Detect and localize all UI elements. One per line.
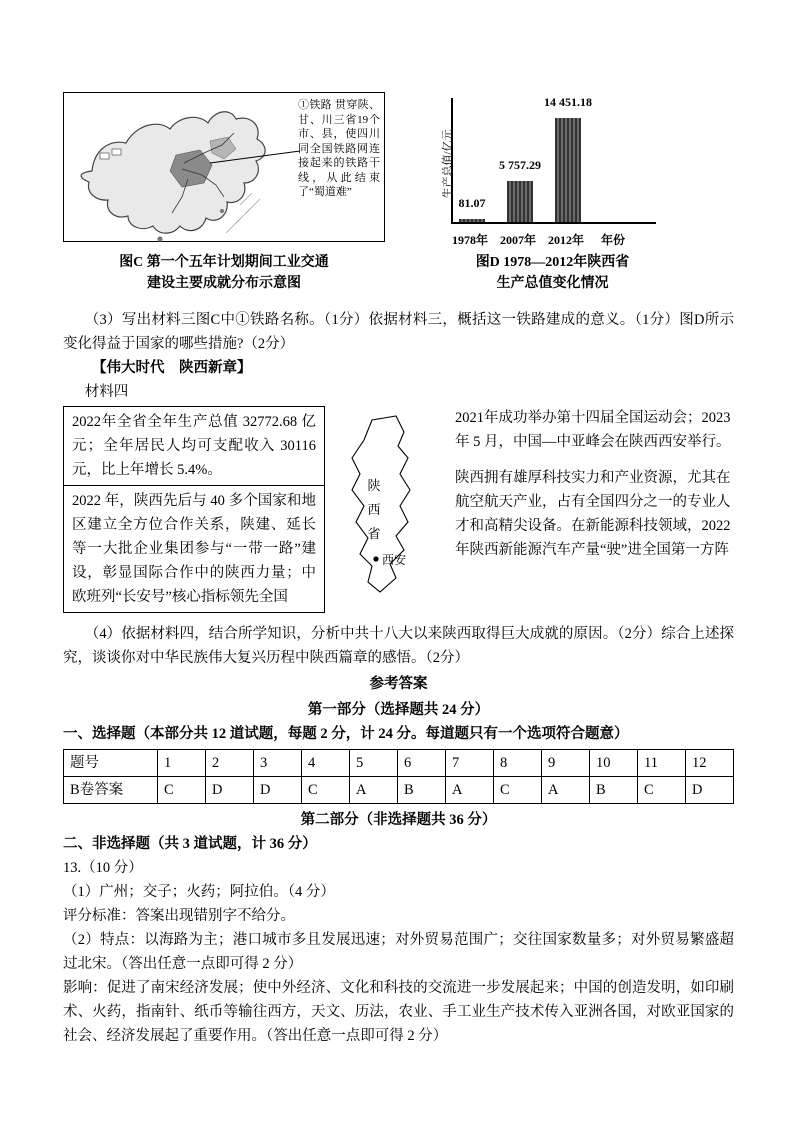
- island-dot: [220, 209, 224, 213]
- answer-table-label: B卷答案: [64, 777, 158, 804]
- material-4: [63, 406, 734, 618]
- question-number-cell: 7: [446, 750, 494, 777]
- question-number-cell: 9: [542, 750, 590, 777]
- question-number-cell: 8: [494, 750, 542, 777]
- answer-cell: C: [158, 777, 206, 804]
- question-13-answer-2-features: （2）特点：以海路为主；港口城市多且发展迅速；对外贸易范围广；交往国家数量多；对外贸易繁盛超过北宋。（答出任意一点即可得 2 分）: [63, 932, 734, 972]
- answer-cell: C: [638, 777, 686, 804]
- question-4: （4）依据材料四，结合所学知识，分析中共十八大以来陕西取得巨大成就的原因。（2分）综合上述探究，谈谈你对中华民族伟大复兴历程中陕西篇章的感悟。（2分）: [63, 626, 734, 666]
- x-tick-2012: 2012年: [547, 233, 585, 247]
- answer-table-label: 题号: [64, 750, 158, 777]
- part2-header: 第二部分（非选择题共 36 分）: [300, 812, 497, 828]
- material-4-left-bottom: 2022 年，陕西先后与 40 多个国家和地区建立全方位合作关系，陕建、延长等一大批企业集团参与“一带一路”建设，彰显国际合作中的陕西力量；中欧班列“长安号”核心指标领先全国: [63, 485, 325, 613]
- section-header-great-era: 【伟大时代 陕西新章】: [92, 360, 252, 376]
- answer-cell: A: [350, 777, 398, 804]
- answer-table-row-answers: [64, 777, 734, 804]
- island-dot: [157, 236, 162, 241]
- xian-label: 西安: [382, 553, 407, 567]
- part1-header: 第一部分（选择题共 24 分）: [307, 702, 490, 718]
- answer-cell: C: [494, 777, 542, 804]
- question-number-cell: 11: [638, 750, 686, 777]
- answer-table-row-numbers: [64, 750, 734, 777]
- figure-c-annotation: ①铁路 贯穿陕、甘、川三省19个市、县，使四川同全国铁路网连接起来的铁路干线，从此结束了“蜀道难”: [298, 99, 380, 198]
- x-tick-1978: 1978年: [451, 233, 489, 247]
- figure-c: [63, 92, 393, 294]
- figure-d-caption-line2: 生产总值变化情况: [496, 276, 609, 291]
- material-4-left-column: [63, 406, 325, 618]
- question-number-cell: 4: [302, 750, 350, 777]
- figures-row: [63, 92, 734, 294]
- question-number-cell: 1: [158, 750, 206, 777]
- material-4-left-top: 2022年全省全年生产总值 32772.68 亿元；全年居民人均可支配收入 30116 元，比上年增长 5.4%。: [63, 406, 325, 486]
- shaanxi-map: [325, 406, 451, 618]
- answer-cell: D: [206, 777, 254, 804]
- shaanxi-label-char-1: 陕: [367, 478, 381, 493]
- chart-x-axis-title: 年份: [600, 233, 626, 247]
- answer-cell: B: [398, 777, 446, 804]
- shaanxi-label-char-3: 省: [367, 526, 381, 541]
- question-number-cell: 2: [206, 750, 254, 777]
- bar-chart: [421, 96, 691, 248]
- material-4-label: 材料四: [84, 384, 129, 400]
- question-13-answer-2-impact: 影响：促进了南宋经济发展；使中外经济、文化和科技的交流进一步发展起来；中国的创造发明，如印刷术、火药，指南针、纸币等输往西方，天文、历法，农业、手工业生产技术传入亚洲各国，对欧亚国家的社会、经济发展起了重要作用。（答出任意一点即可得 2 分）: [63, 980, 734, 1044]
- question-number-cell: 3: [254, 750, 302, 777]
- answer-cell: B: [590, 777, 638, 804]
- section2-header: 二、非选择题（共 3 道试题，计 36 分）: [63, 836, 317, 852]
- material-4-right-top: 2021年成功举办第十四届全国运动会；2023 年 5 月，中国—中亚峰会在陕西西安举行。: [455, 410, 731, 450]
- bar-value-label-2007: 5 757.29: [499, 158, 541, 172]
- question-number-cell: 5: [350, 750, 398, 777]
- shaanxi-map-svg: [332, 410, 444, 618]
- answer-cell: C: [302, 777, 350, 804]
- figure-c-map-box: [63, 92, 385, 242]
- x-tick-2007: 2007年: [499, 233, 537, 247]
- question-13-answer-1: （1）广州；交子；火药；阿拉伯。（4 分）: [63, 884, 335, 900]
- bar-value-label-1978: 81.07: [458, 196, 486, 210]
- question-3: （3）写出材料三图C中①铁路名称。（1分）依据材料三，概括这一铁路建成的意义。（1分）图D所示变化得益于国家的哪些措施?（2分）: [63, 312, 734, 352]
- shaanxi-label-char-2: 西: [367, 502, 381, 517]
- figure-d-caption-line1: 图D 1978—2012年陕西省: [475, 255, 630, 270]
- answer-cell: D: [686, 777, 734, 804]
- material-4-right-column: [451, 406, 734, 618]
- chart-x-axis-labels: [451, 228, 681, 248]
- mc-section-header: 一、选择题（本部分共 12 道试题，每题 2 分，计 24 分。每道题只有一个选项符合题意）: [63, 726, 629, 742]
- question-number-cell: 12: [686, 750, 734, 777]
- figure-d: [407, 92, 707, 294]
- bar-2007: [507, 181, 533, 222]
- question-13-header: 13.（10 分）: [63, 860, 143, 876]
- figure-c-caption-line2: 建设主要成就分布示意图: [147, 276, 301, 291]
- bar-2012: [555, 118, 581, 222]
- answer-cell: D: [254, 777, 302, 804]
- xian-dot: [373, 556, 378, 561]
- answer-cell: A: [446, 777, 494, 804]
- answer-cell: A: [542, 777, 590, 804]
- question-13-grading-note: 评分标准：答案出现错别字不给分。: [63, 908, 295, 924]
- question-number-cell: 6: [398, 750, 446, 777]
- answers-title: 参考答案: [369, 676, 428, 692]
- chart-plot-area: [451, 95, 656, 224]
- chart-y-axis-label: 生产总值/亿元: [442, 129, 454, 199]
- answer-table: [63, 749, 734, 804]
- figure-c-caption: [63, 252, 385, 294]
- material-4-right-bottom: 陕西拥有雄厚科技实力和产业资源，尤其在航空航天产业，占有全国四分之一的专业人才和高精尖设备。在新能源科技领域，2022年陕西新能源汽车产量“驶”进全国第一方阵: [455, 470, 731, 558]
- bar-value-label-2012: 14 451.18: [544, 95, 592, 109]
- figure-c-caption-line1: 图C 第一个五年计划期间工业交通: [119, 255, 329, 270]
- question-number-cell: 10: [590, 750, 638, 777]
- bar-1978: [459, 219, 485, 222]
- figure-d-caption: [435, 252, 670, 294]
